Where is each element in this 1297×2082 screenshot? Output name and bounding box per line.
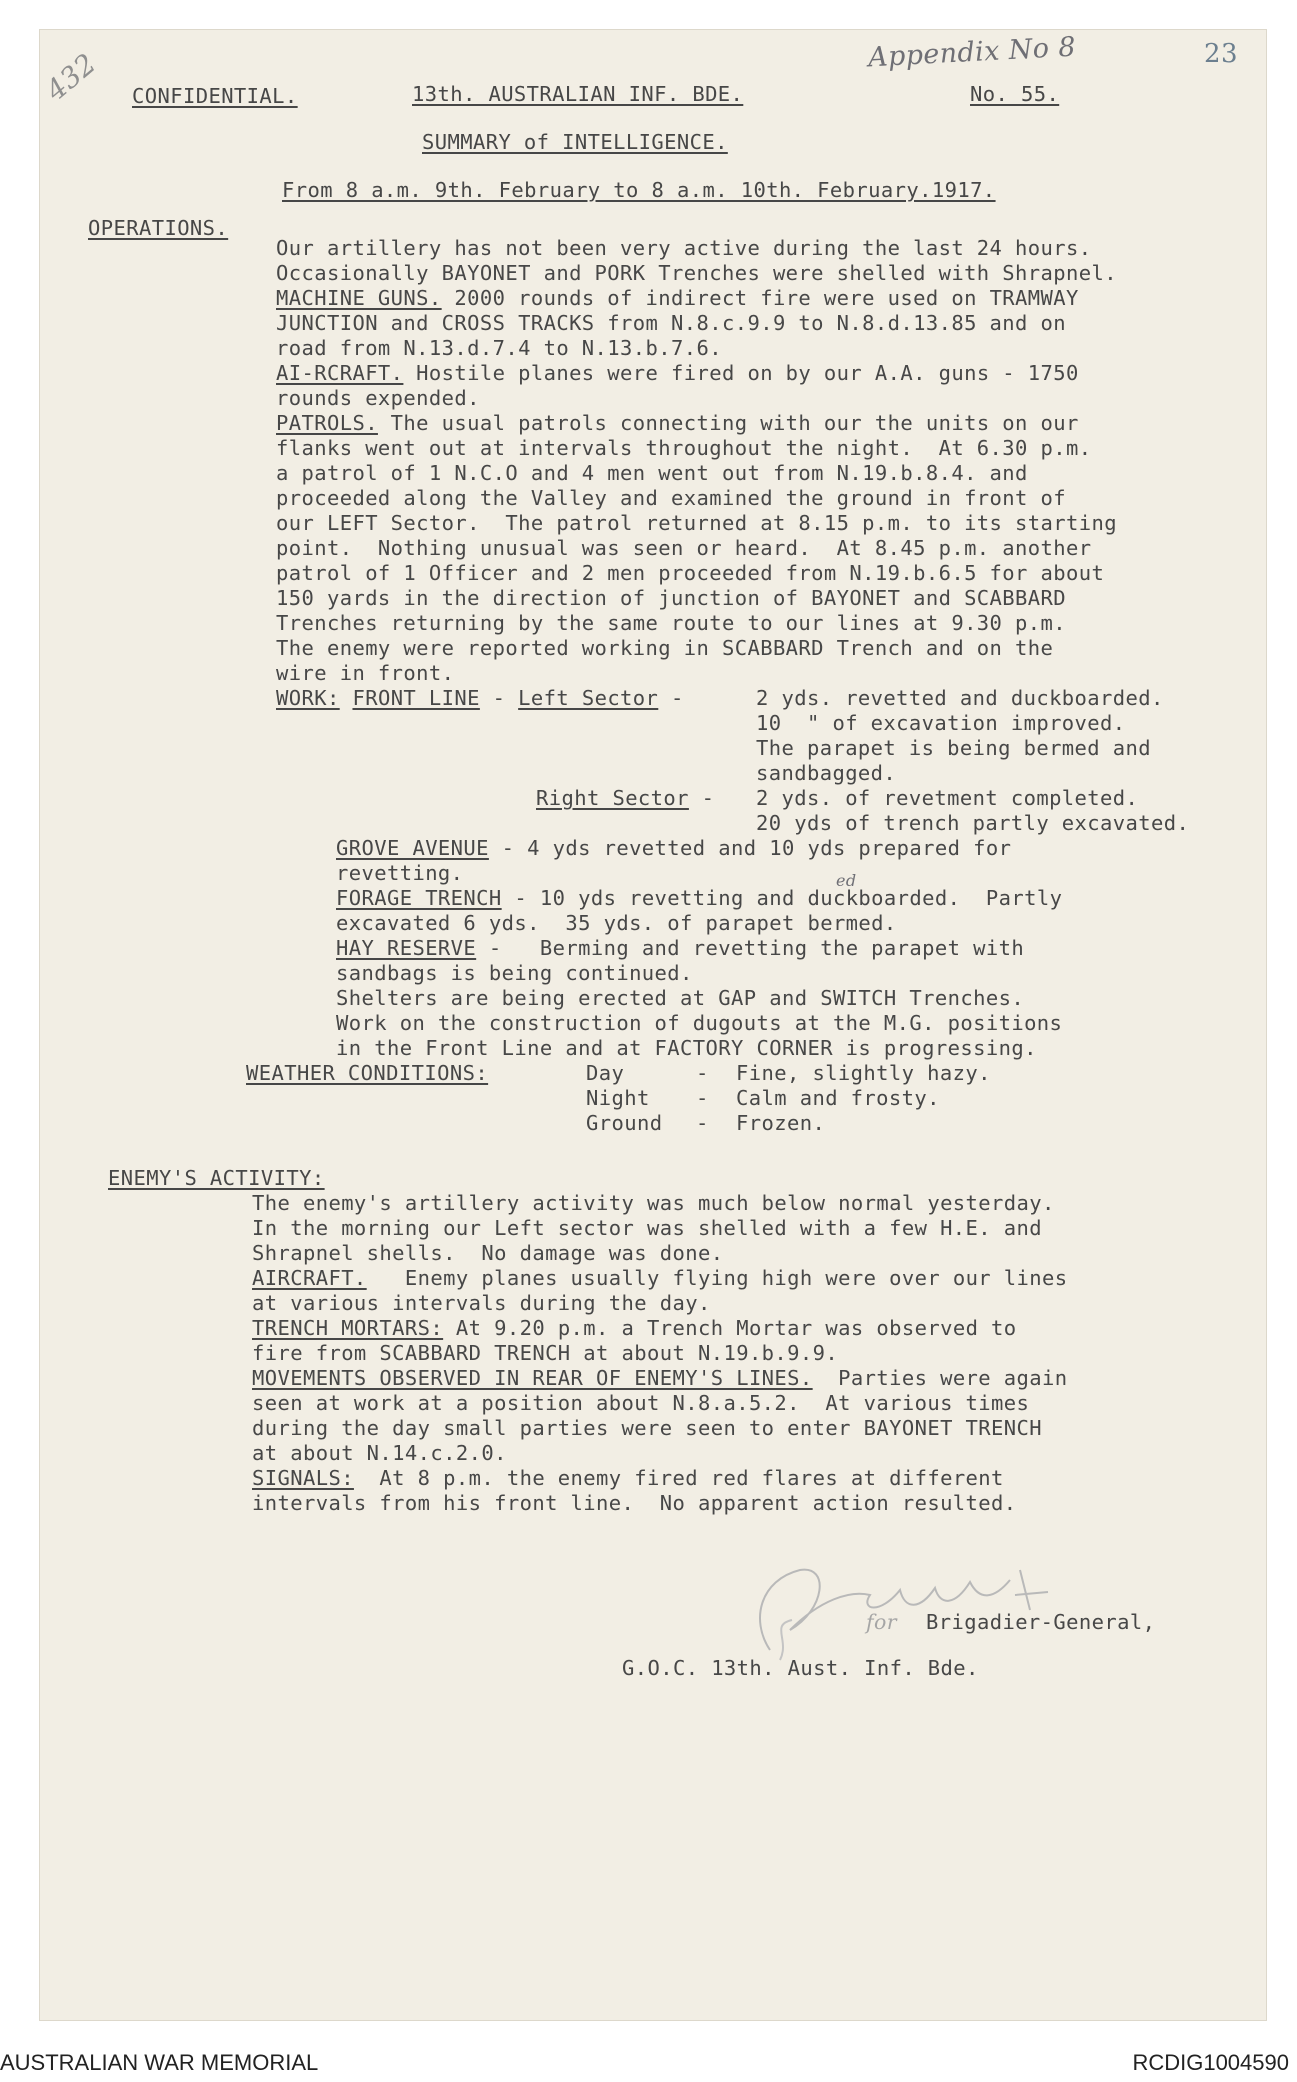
signals-text: At 8 p.m. the enemy fired red flares at different — [353, 1466, 1004, 1490]
work-label: WORK: — [276, 686, 340, 710]
right-sector-heading: Right Sector - — [536, 786, 715, 810]
work-other-line: in the Front Line and at FACTORY CORNER is progressing. — [336, 1036, 1037, 1060]
right-sector-line: 2 yds. of revetment completed. — [756, 786, 1139, 810]
aircraft-label: AI-RCRAFT. — [276, 361, 404, 385]
hay-reserve-label: HAY RESERVE — [336, 936, 477, 960]
enemy-aircraft-para — [252, 1266, 1068, 1291]
patrols-line: 150 yards in the direction of junction of BAYONET and SCABBARD — [276, 586, 1067, 610]
patrols-line: patrol of 1 Officer and 2 men proceeded from N.19.b.6.5 for about — [276, 561, 1105, 585]
hay-reserve-line: sandbags is being continued. — [336, 961, 693, 985]
signals-para — [252, 1466, 1004, 1491]
left-sector-line: sandbagged. — [756, 761, 897, 785]
machine-guns-line: JUNCTION and CROSS TRACKS from N.8.c.9.9 to N.8.d.13.85 and on — [276, 311, 1067, 335]
movements-para — [252, 1366, 1068, 1391]
pencil-number: 432 — [39, 46, 103, 108]
patrols-text: The usual patrols connecting with our the units on our — [377, 411, 1079, 435]
left-sector-line: 10 " of excavation improved. — [756, 711, 1126, 735]
signature-position: G.O.C. 13th. Aust. Inf. Bde. — [622, 1656, 979, 1680]
patrols-line: flanks went out at intervals throughout the night. At 6.30 p.m. — [276, 436, 1092, 460]
trench-mortars-text: At 9.20 p.m. a Trench Mortar was observed to — [443, 1316, 1017, 1340]
folio-number: 23 — [1204, 39, 1238, 69]
weather-heading: WEATHER CONDITIONS: — [246, 1061, 489, 1085]
front-line-label: FRONT LINE — [352, 686, 480, 710]
patrols-line: point. Nothing unusual was seen or heard. At 8.45 p.m. another — [276, 536, 1092, 560]
patrols-line: wire in front. — [276, 661, 455, 685]
movements-line: at about N.14.c.2.0. — [252, 1441, 507, 1465]
work-other-line: Work on the construction of dugouts at the M.G. positions — [336, 1011, 1063, 1035]
work-heading: WORK: FRONT LINE - Left Sector - — [276, 686, 684, 710]
classification: CONFIDENTIAL. — [132, 84, 298, 108]
operations-heading: OPERATIONS. — [88, 216, 229, 240]
weather-dash: - — [696, 1111, 709, 1135]
grove-avenue-text: - 4 yds revetted and 10 yds prepared for — [488, 836, 1012, 860]
enemy-heading: ENEMY'S ACTIVITY: — [108, 1166, 325, 1190]
grove-avenue-label: GROVE AVENUE — [336, 836, 489, 860]
machine-guns-line: road from N.13.d.7.4 to N.13.b.7.6. — [276, 336, 722, 360]
weather-key: Day — [586, 1061, 625, 1085]
right-sector-label: Right Sector — [536, 786, 689, 810]
ops-line: Our artillery has not been very active during the last 24 hours. — [276, 236, 1092, 260]
enemy-aircraft-label: AIRCRAFT. — [252, 1266, 367, 1290]
footer-image-id: RCDIG1004590 — [1132, 2050, 1289, 2075]
enemy-aircraft-line: at various intervals during the day. — [252, 1291, 711, 1315]
enemy-line: The enemy's artillery activity was much below normal yesterday. — [252, 1191, 1055, 1215]
enemy-line: In the morning our Left sector was shelled with a few H.E. and — [252, 1216, 1043, 1240]
unit-name: 13th. AUSTRALIAN INF. BDE. — [412, 82, 744, 106]
movements-text: Parties were again — [812, 1366, 1068, 1390]
grove-avenue-para — [336, 836, 1011, 861]
reporting-period: From 8 a.m. 9th. February to 8 a.m. 10th. February.1917. — [282, 178, 996, 202]
hay-reserve-text: - Berming and revetting the parapet with — [476, 936, 1025, 960]
patrols-line: our LEFT Sector. The patrol returned at 8.15 p.m. to its starting — [276, 511, 1117, 535]
grove-avenue-line: revetting. — [336, 861, 464, 885]
forage-trench-line: excavated 6 yds. 35 yds. of parapet bermed. — [336, 911, 897, 935]
weather-key: Night — [586, 1086, 650, 1110]
enemy-line: Shrapnel shells. No damage was done. — [252, 1241, 724, 1265]
handwritten-signature — [730, 1540, 1060, 1670]
work-other-line: Shelters are being erected at GAP and SWITCH Trenches. — [336, 986, 1025, 1010]
patrols-line: a patrol of 1 N.C.O and 4 men went out from N.19.b.8.4. and — [276, 461, 1028, 485]
left-sector-line: The parapet is being bermed and — [756, 736, 1152, 760]
forage-correction: ed — [836, 871, 857, 890]
forage-trench-para — [336, 886, 1062, 911]
weather-dash: - — [696, 1061, 709, 1085]
aircraft-para — [276, 361, 1079, 386]
document-title: SUMMARY of INTELLIGENCE. — [422, 130, 728, 154]
document-page — [40, 30, 1266, 2020]
weather-key: Ground — [586, 1111, 663, 1135]
handwritten-appendix: Appendix No 8 — [867, 31, 1077, 74]
trench-mortars-label: TRENCH MORTARS: — [252, 1316, 444, 1340]
right-sector-line: 20 yds of trench partly excavated. — [756, 811, 1190, 835]
signature-rank: Brigadier-General, — [926, 1610, 1156, 1634]
patrols-line: proceeded along the Valley and examined the ground in front of — [276, 486, 1067, 510]
patrols-line: The enemy were reported working in SCABBARD Trench and on the — [276, 636, 1054, 660]
movements-line: seen at work at a position about N.8.a.5.2. At various times — [252, 1391, 1030, 1415]
ops-line: Occasionally BAYONET and PORK Trenches were shelled with Shrapnel. — [276, 261, 1117, 285]
left-sector-line: 2 yds. revetted and duckboarded. — [756, 686, 1164, 710]
signals-line: intervals from his front line. No apparent action resulted. — [252, 1491, 1017, 1515]
movements-label: MOVEMENTS OBSERVED IN REAR OF ENEMY'S LINES. — [252, 1366, 813, 1390]
patrols-para — [276, 411, 1079, 436]
signals-label: SIGNALS: — [252, 1466, 354, 1490]
left-sector-label: Left Sector — [518, 686, 659, 710]
machine-guns-label: MACHINE GUNS. — [276, 286, 442, 310]
forage-trench-text: - 10 yds revetting and duckboarded. Partly — [501, 886, 1063, 910]
aircraft-line: rounds expended. — [276, 386, 480, 410]
weather-value: Frozen. — [736, 1111, 826, 1135]
patrols-label: PATROLS. — [276, 411, 378, 435]
movements-line: during the day small parties were seen to enter BAYONET TRENCH — [252, 1416, 1043, 1440]
weather-value: Calm and frosty. — [736, 1086, 940, 1110]
enemy-aircraft-text: Enemy planes usually flying high were over our lines — [366, 1266, 1068, 1290]
forage-trench-label: FORAGE TRENCH — [336, 886, 502, 910]
signature-prefix: for — [866, 1610, 897, 1634]
footer-institution: AUSTRALIAN WAR MEMORIAL — [0, 2050, 319, 2075]
weather-dash: - — [696, 1086, 709, 1110]
machine-guns-para — [276, 286, 1079, 311]
hay-reserve-para — [336, 936, 1024, 961]
summary-number: No. 55. — [970, 82, 1060, 106]
weather-value: Fine, slightly hazy. — [736, 1061, 991, 1085]
machine-guns-text: 2000 rounds of indirect fire were used on TRAMWAY — [441, 286, 1079, 310]
patrols-line: Trenches returning by the same route to our lines at 9.30 p.m. — [276, 611, 1067, 635]
trench-mortars-para — [252, 1316, 1017, 1341]
aircraft-text: Hostile planes were fired on by our A.A. guns - 1750 — [403, 361, 1079, 385]
trench-mortars-line: fire from SCABBARD TRENCH at about N.19.b.9.9. — [252, 1341, 839, 1365]
